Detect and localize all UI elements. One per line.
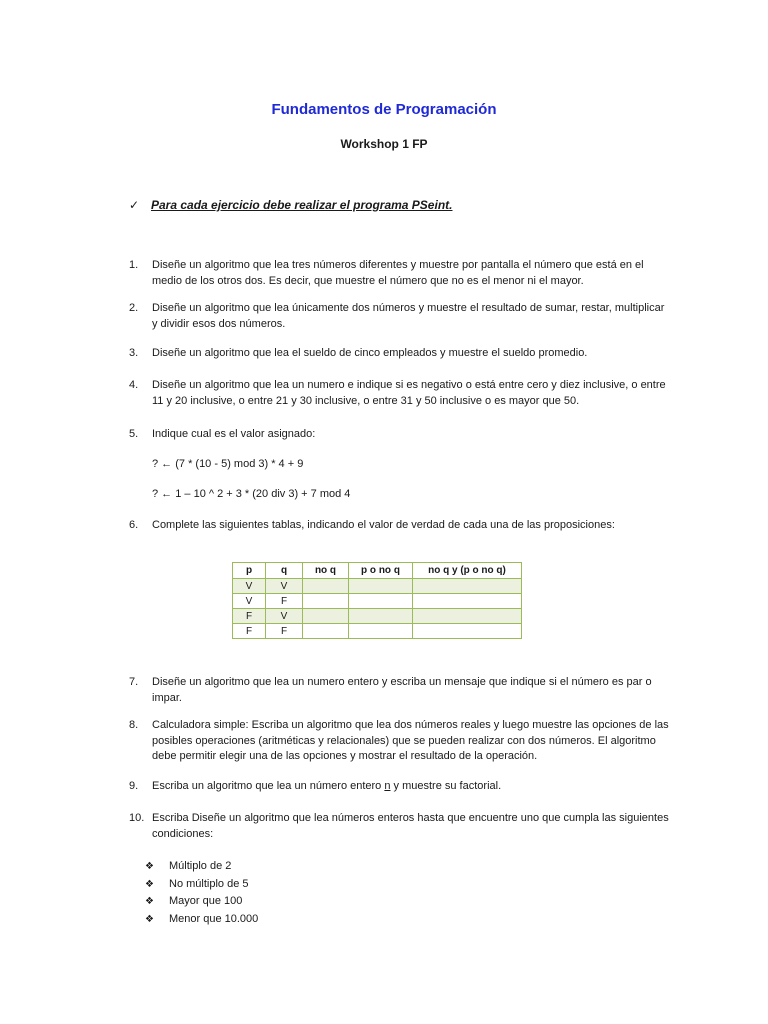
table-cell (413, 579, 522, 594)
exercise-text-before: Escriba un algoritmo que lea un número entero (152, 780, 385, 792)
list-item (145, 858, 258, 876)
exercise-number: 9. (129, 780, 139, 792)
diamond-bullet-icon: ❖ (145, 878, 154, 890)
exercise-text: Indique cual es el valor asignado: (152, 428, 316, 440)
table-row (233, 609, 522, 624)
exercise-text: Diseñe un algoritmo que lea tres números diferentes y muestre por pantalla el número que está en el medio de los otros dos. Es decir, que muestre el número que no es el menor ni el mayor. (152, 259, 644, 287)
exercise-2 (129, 301, 669, 332)
table-cell (303, 594, 349, 609)
exercise-number: 3. (129, 347, 139, 359)
document-subtitle: Workshop 1 FP (340, 137, 428, 151)
exercise-text: Diseñe un algoritmo que lea únicamente dos números y muestre el resultado de sumar, restar, multiplicar y dividir esos dos números. (152, 302, 665, 330)
exercise-text: Escriba Diseñe un algoritmo que lea números enteros hasta que encuentre uno que cumpla las siguientes condiciones: (152, 812, 669, 840)
conditions-list (145, 858, 258, 928)
table-cell: F (266, 624, 303, 639)
diamond-bullet-icon: ❖ (145, 896, 154, 907)
exercise-10 (129, 811, 669, 842)
exercise-1 (129, 258, 669, 289)
exercise-5 (129, 427, 669, 443)
exercise-9 (129, 779, 669, 795)
exercise-text: Diseñe un algoritmo que lea un numero entero y escriba un mensaje que indique si el número es par o impar. (152, 676, 652, 704)
condition-text: Menor que 10.000 (169, 912, 259, 925)
condition-text: Mayor que 100 (169, 895, 243, 907)
table-header-row (233, 563, 522, 579)
exercise-8 (129, 718, 669, 765)
condition-text: Múltiplo de 2 (169, 860, 232, 872)
table-cell (303, 624, 349, 639)
table-cell: V (266, 579, 303, 594)
list-item (145, 876, 258, 894)
expression-2: ? ← 1 – 10 ^ 2 + 3 * (20 div 3) + 7 mod 4 (152, 488, 351, 500)
exercise-text: Complete las siguientes tablas, indicando el valor de verdad de cada una de las proposiciones: (152, 519, 615, 531)
exercise-3 (129, 346, 669, 362)
exercise-text: Diseñe un algoritmo que lea un numero e indique si es negativo o está entre cero y diez inclusive, o entre 11 y 20 inclusive, o entre 21 y 30 inclusive, o entre 31 y 50 inclusive o es mayor que 50. (152, 379, 666, 407)
exercise-7 (129, 675, 669, 706)
table-row (233, 594, 522, 609)
table-row (233, 579, 522, 594)
table-cell: F (233, 609, 266, 624)
table-cell: V (233, 579, 266, 594)
instruction-line (129, 198, 452, 212)
exercise-number: 5. (129, 428, 139, 440)
document-title: Fundamentos de Programación (271, 101, 497, 118)
table-cell: V (233, 594, 266, 609)
table-header: q (266, 563, 303, 579)
list-item (145, 911, 258, 929)
exercise-number: 10. (129, 812, 145, 824)
exercise-number: 1. (129, 259, 139, 271)
condition-text: No múltiplo de 5 (169, 877, 249, 890)
expression-1: ? ← (7 * (10 - 5) mod 3) * 4 + 9 (152, 458, 304, 470)
diamond-bullet-icon: ❖ (145, 861, 154, 872)
truth-table (232, 562, 522, 639)
table-row (233, 624, 522, 639)
table-cell (303, 609, 349, 624)
exercise-text: Diseñe un algoritmo que lea el sueldo de cinco empleados y muestre el sueldo promedio. (152, 347, 588, 359)
table-cell (349, 609, 413, 624)
table-header: no q (303, 563, 349, 579)
exercise-variable: n (384, 780, 391, 792)
exercise-text (152, 779, 669, 795)
exercise-number: 8. (129, 719, 139, 731)
exercise-number: 6. (129, 519, 139, 531)
exercise-4 (129, 378, 669, 409)
list-item (145, 893, 258, 911)
exercise-6 (129, 518, 669, 534)
checkmark-icon: ✓ (129, 198, 140, 212)
exercise-number: 2. (129, 302, 139, 314)
table-cell: F (266, 594, 303, 609)
table-cell: V (266, 609, 303, 624)
table-cell (349, 594, 413, 609)
exercise-number: 4. (129, 379, 139, 391)
instruction-text: Para cada ejercicio debe realizar el programa PSeint. (151, 198, 453, 212)
table-cell (413, 624, 522, 639)
table-cell (349, 624, 413, 639)
exercise-number: 7. (129, 676, 139, 688)
diamond-bullet-icon: ❖ (145, 913, 154, 925)
table-header: p (233, 563, 266, 579)
table-cell (349, 579, 413, 594)
exercise-text: Calculadora simple: Escriba un algoritmo que lea dos números reales y luego muestre las opciones de las posibles operaciones (aritméticas y relacionales) que se pueden realizar con dos números. El algoritmo debe permitir elegir una de las opciones y mostrar el resultado de la operación. (152, 719, 669, 762)
exercise-text-after: y muestre su factorial. (390, 780, 502, 792)
table-cell (413, 594, 522, 609)
table-cell (303, 579, 349, 594)
table-header: no q y (p o no q) (413, 563, 522, 579)
table-header: p o no q (349, 563, 413, 579)
table-cell (413, 609, 522, 624)
table-cell: F (233, 624, 266, 639)
